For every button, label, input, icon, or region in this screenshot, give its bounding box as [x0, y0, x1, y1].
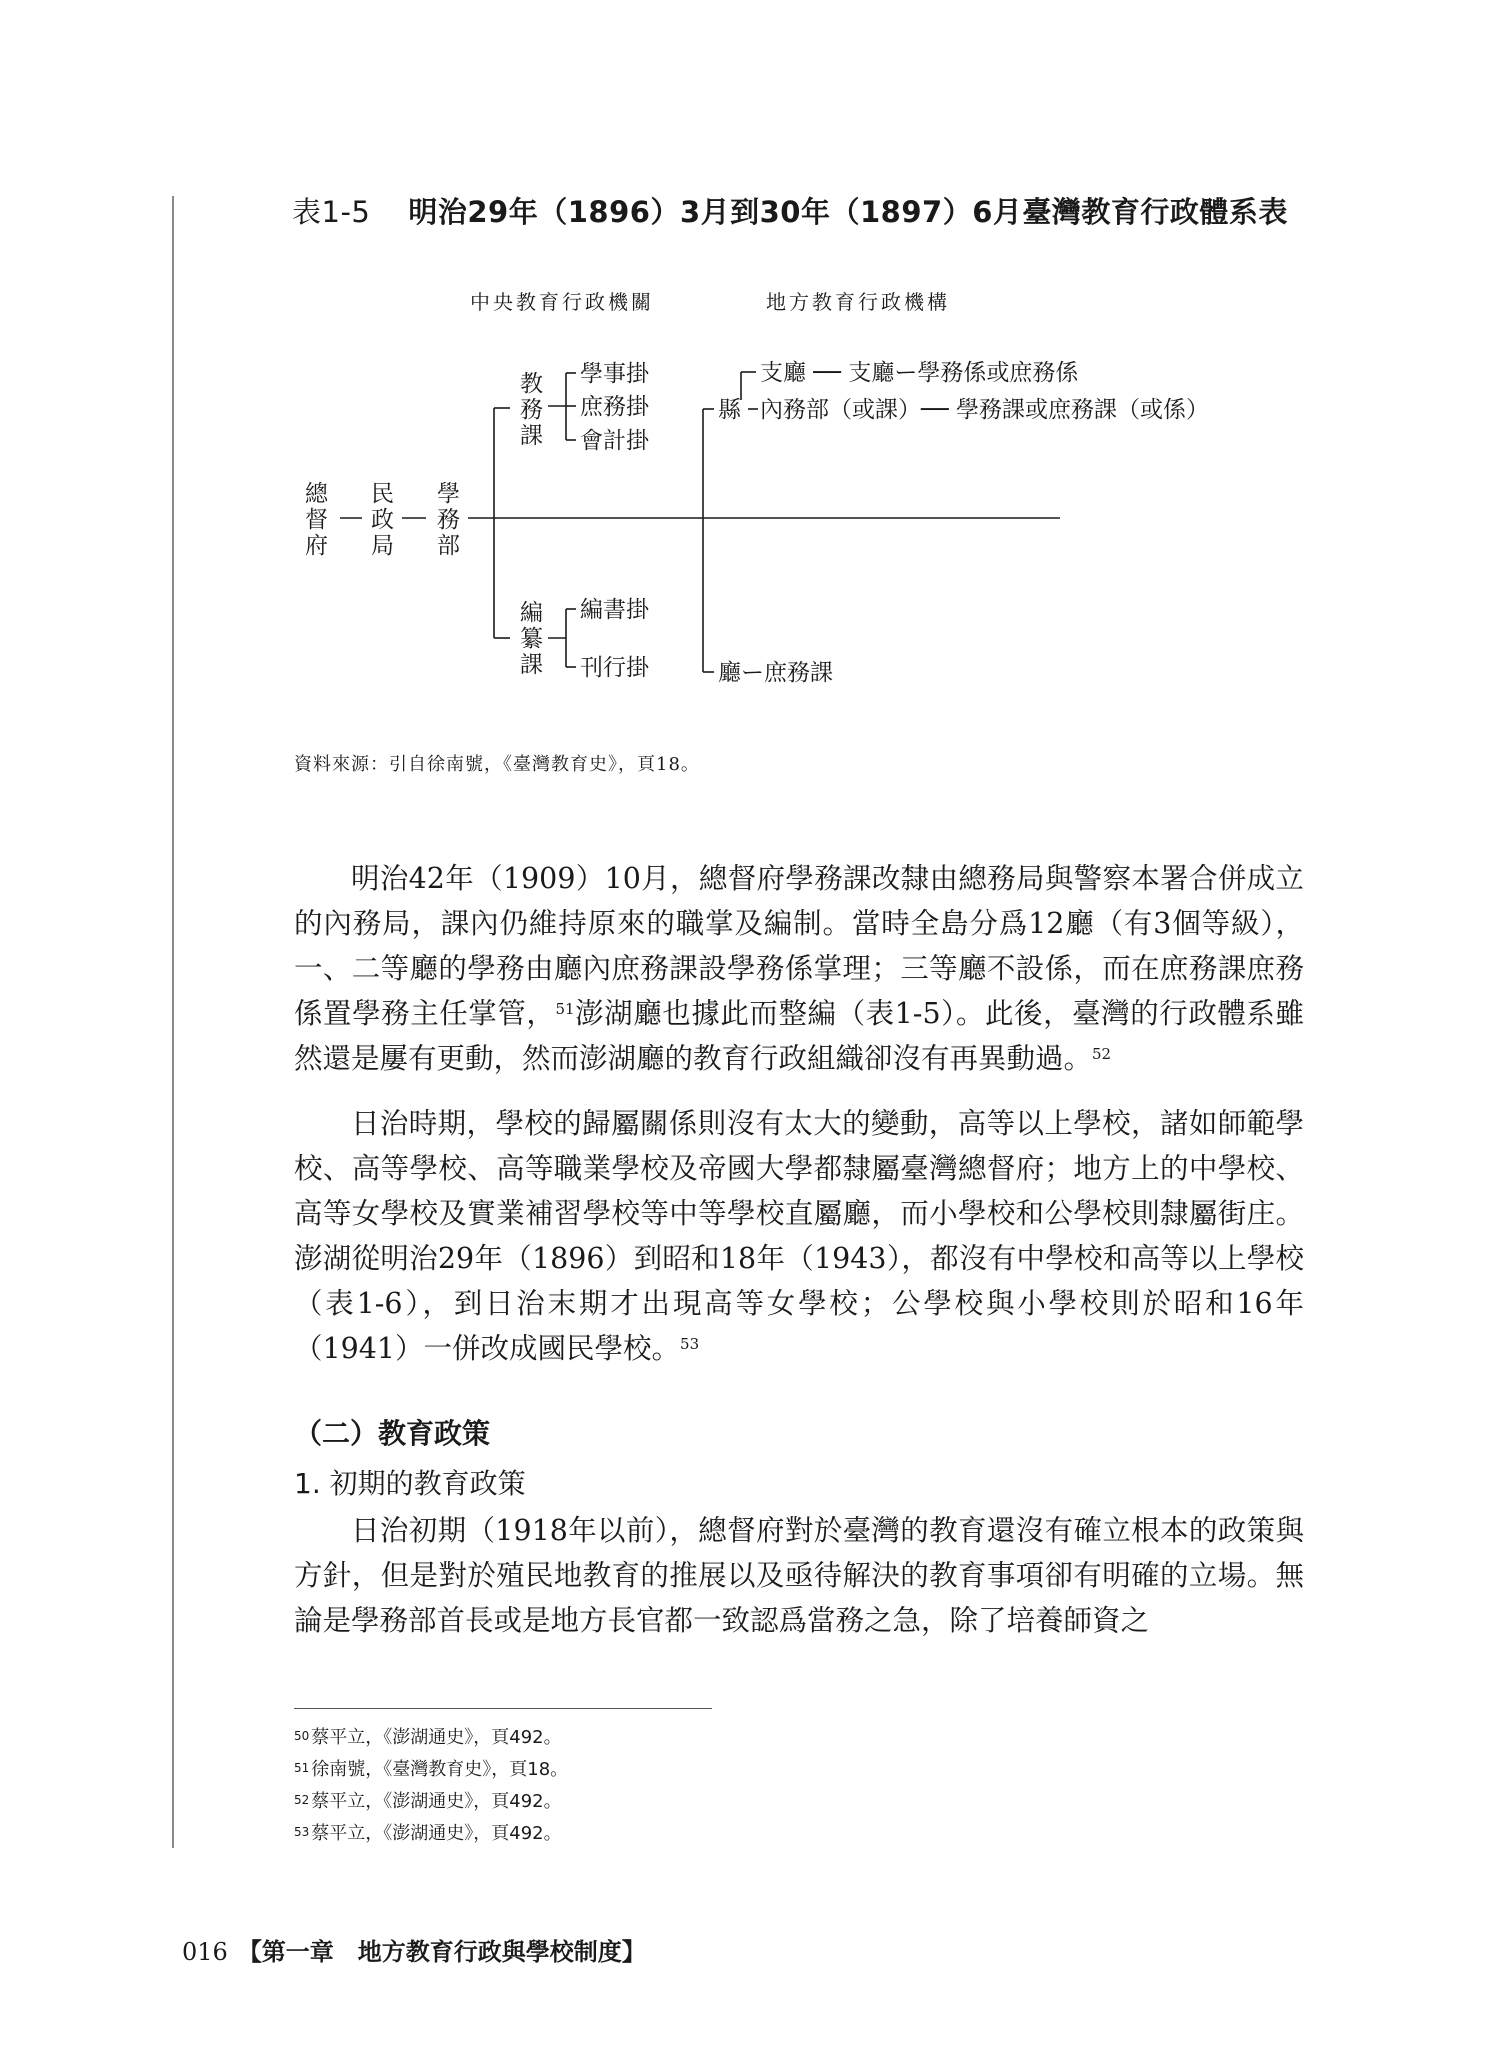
footnote-number: 50 — [294, 1729, 310, 1743]
page-footer — [182, 1932, 646, 1967]
node-dept-2: 務 — [437, 507, 460, 533]
subsection-heading: 1. 初期的教育政策 — [294, 1467, 526, 1500]
table-number: 表1-5 — [292, 195, 371, 229]
source-note: 資料來源：引自徐南號，《臺灣教育史》，頁18。 — [294, 754, 700, 775]
column-head-local: 地方教育行政機構 — [766, 290, 950, 314]
para3-text: 日治初期（1918年以前），總督府對於臺灣的教育還沒有確立根本的政策與方針，但是對於殖民地教育的推展以及亟待解決的教育事項卻有明確的立場。無論是學務部首長或是地方長官都一致認爲當務之急，除了培養師資之 — [294, 1514, 1304, 1637]
node-kakari-2: 庶務掛 — [580, 394, 649, 420]
footnotes — [294, 1722, 568, 1850]
body-paragraph-1 — [294, 856, 1304, 1081]
node-compile-3: 課 — [520, 652, 543, 678]
footnote-ref-53[interactable]: 53 — [680, 1335, 700, 1353]
footnote-item — [294, 1722, 568, 1754]
node-ken: 縣 — [718, 397, 741, 423]
footnote-ref-52[interactable]: 52 — [1092, 1045, 1112, 1063]
body-paragraph-2 — [294, 1101, 1304, 1371]
node-kakari-5: 刊行掛 — [580, 655, 649, 681]
footnote-text: 蔡平立，《澎湖通史》，頁492。 — [311, 1823, 562, 1844]
node-civil-2: 政 — [371, 507, 394, 533]
footnote-number: 53 — [294, 1825, 310, 1839]
page-number: 016 — [182, 1938, 228, 1966]
column-head-central: 中央教育行政機關 — [470, 290, 654, 314]
node-civil-3: 局 — [371, 533, 394, 559]
footnote-ref-51[interactable]: 51 — [555, 1000, 575, 1018]
node-civil-1: 民 — [371, 481, 394, 507]
node-dept-1: 學 — [437, 481, 460, 507]
node-governor-2: 督 — [305, 507, 328, 533]
node-dept-3: 部 — [437, 533, 460, 559]
para1-text-b: 澎湖廳也據此而整編（表1-5）。此後，臺灣的行政體系雖然還是屢有更動，然而澎湖廳的教育行政組織卻沒有再異動過。 — [294, 997, 1304, 1075]
footnote-number: 52 — [294, 1793, 310, 1807]
chapter-title: 【第一章 地方教育行政與學校制度】 — [237, 1937, 646, 1966]
node-local-row2: 內務部（或課）── 學務課或庶務課（或係） — [760, 397, 1210, 423]
footnote-item — [294, 1754, 568, 1786]
footnote-item — [294, 1786, 568, 1818]
node-kakari-4: 編書掛 — [580, 597, 649, 623]
node-cho: 廳ー庶務課 — [718, 660, 833, 686]
node-kakari-1: 學事掛 — [580, 361, 649, 387]
para2-text: 日治時期，學校的歸屬關係則沒有太大的變動，高等以上學校，諸如師範學校、高等學校、高等職業學校及帝國大學都隸屬臺灣總督府；地方上的中學校、高等女學校及實業補習學校等中等學校直屬廳，而小學校和公學校則隸屬街庄。澎湖從明治29年（1896）到昭和18年（1943），都沒有中學校和高等以上學校（表1-6），到日治末期才出現高等女學校；公學校與小學校則於昭和16年（1941）一併改成國民學校。 — [294, 1107, 1304, 1365]
node-edu-3: 課 — [520, 423, 543, 449]
node-edu-2: 務 — [520, 397, 543, 423]
para1-text-a: 明治42年（1909）10月，總督府學務課改隸由總務局與警察本署合併成立的內務局，課內仍維持原來的職掌及編制。當時全島分爲12廳（有3個等級），一、二等廳的學務由廳內庶務課設學務係掌理；三等廳不設係，而在庶務課庶務係置學務主任掌管， — [294, 862, 1304, 1030]
node-kakari-3: 會計掛 — [580, 428, 649, 454]
node-governor-3: 府 — [305, 533, 328, 559]
footnote-number: 51 — [294, 1761, 310, 1775]
node-compile-1: 編 — [520, 600, 543, 626]
node-local-row1: 支廳 ── 支廳ー學務係或庶務係 — [760, 360, 1079, 386]
footnote-text: 徐南號，《臺灣教育史》，頁18。 — [311, 1759, 569, 1780]
footnote-item — [294, 1818, 568, 1850]
section-heading: （二）教育政策 — [294, 1417, 491, 1450]
body-paragraph-3 — [294, 1508, 1304, 1643]
node-compile-2: 纂 — [520, 626, 543, 652]
table-title-text: 明治29年（1896）3月到30年（1897）6月臺灣教育行政體系表 — [408, 195, 1288, 229]
node-governor-1: 總 — [305, 481, 328, 507]
footnote-text: 蔡平立，《澎湖通史》，頁492。 — [311, 1727, 562, 1748]
footnote-text: 蔡平立，《澎湖通史》，頁492。 — [311, 1791, 562, 1812]
footnote-divider — [294, 1708, 712, 1709]
node-edu-1: 教 — [520, 371, 543, 397]
